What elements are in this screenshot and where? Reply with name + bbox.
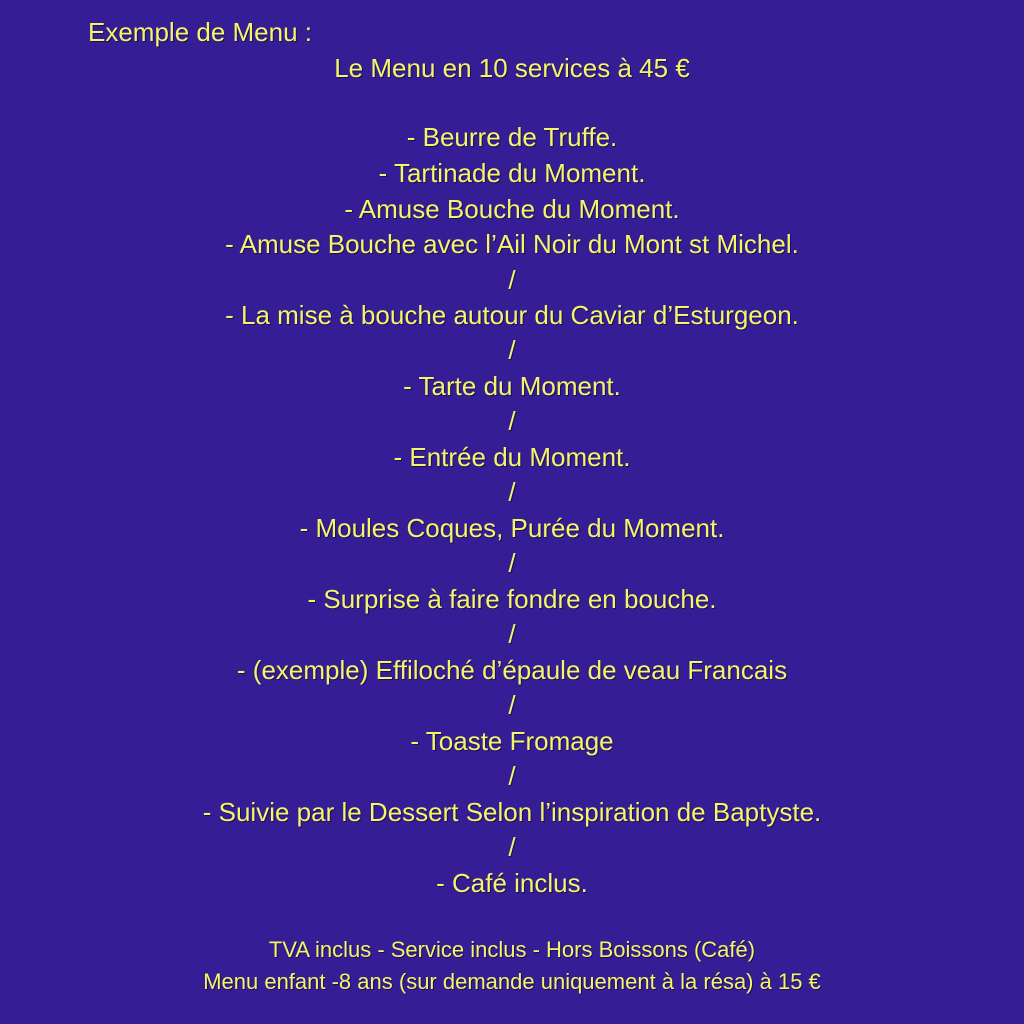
- menu-item: - Suivie par le Dessert Selon l’inspiration de Baptyste.: [202, 797, 822, 827]
- menu-item: - Café inclus.: [436, 868, 588, 898]
- separator: /: [508, 619, 516, 649]
- separator: /: [508, 548, 516, 578]
- separator: /: [508, 406, 516, 436]
- menu-item: - Entrée du Moment.: [393, 442, 631, 472]
- menu-item: - Tartinade du Moment.: [378, 158, 646, 188]
- footer-taxes: TVA inclus - Service inclus - Hors Boissons (Café): [268, 937, 756, 962]
- menu-item: - Moules Coques, Purée du Moment.: [299, 513, 725, 543]
- separator: /: [508, 832, 516, 862]
- separator: /: [508, 477, 516, 507]
- menu-subtitle: Le Menu en 10 services à 45 €: [334, 53, 690, 83]
- menu-item: - Beurre de Truffe.: [406, 122, 618, 152]
- menu-item: - Amuse Bouche du Moment.: [344, 194, 680, 224]
- menu-item: - Toaste Fromage: [410, 726, 614, 756]
- separator: /: [508, 761, 516, 791]
- menu-item: - (exemple) Effiloché d’épaule de veau Francais: [236, 655, 788, 685]
- menu-item: - Tarte du Moment.: [403, 371, 621, 401]
- menu-item: - Surprise à faire fondre en bouche.: [307, 584, 717, 614]
- separator: /: [508, 690, 516, 720]
- separator: /: [508, 265, 516, 295]
- menu-item: - La mise à bouche autour du Caviar d’Esturgeon.: [225, 300, 799, 330]
- menu-title: Exemple de Menu :: [88, 17, 313, 47]
- footer-kids-menu: Menu enfant -8 ans (sur demande uniquement à la résa) à 15 €: [203, 969, 821, 994]
- menu-item: - Amuse Bouche avec l’Ail Noir du Mont st Michel.: [225, 229, 799, 259]
- separator: /: [508, 335, 516, 365]
